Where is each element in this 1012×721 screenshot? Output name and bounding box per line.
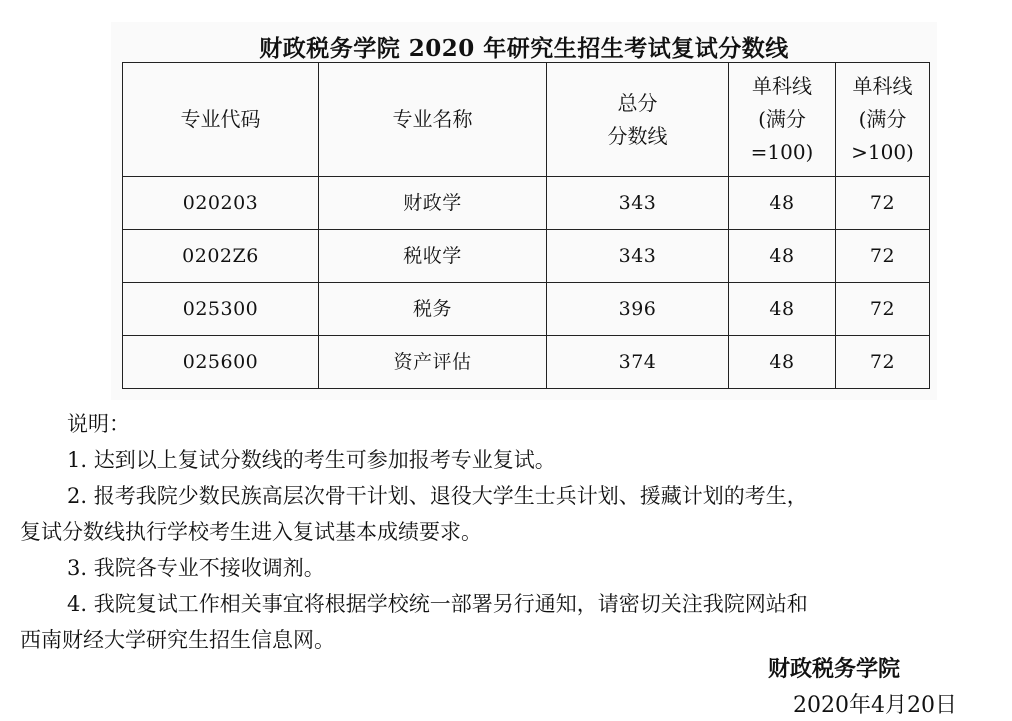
note-item-4-line1: 4. 我院复试工作相关事宜将根据学校统一部署另行通知，请密切关注我院网站和 xyxy=(67,592,808,616)
issuer-signature: 财政税务学院 xyxy=(768,656,901,682)
score-table-panel xyxy=(111,22,937,400)
cell-code: 025600 xyxy=(123,336,319,389)
cell-total: 343 xyxy=(547,177,729,230)
cell-name: 税收学 xyxy=(319,230,547,283)
header-single-100-line2: (满分 xyxy=(758,107,806,131)
notes-section xyxy=(0,406,1012,658)
cell-name: 税务 xyxy=(319,283,547,336)
header-single-gt100-line3: >100) xyxy=(851,140,914,164)
header-single-100-line1: 单科线 xyxy=(752,74,812,98)
cell-total: 396 xyxy=(547,283,729,336)
table-row xyxy=(123,336,930,389)
table-header-row xyxy=(123,63,930,177)
cell-name: 财政学 xyxy=(319,177,547,230)
cell-single-100: 48 xyxy=(729,230,836,283)
table-row xyxy=(123,230,930,283)
header-total-line2: 分数线 xyxy=(607,123,668,148)
cell-single-100: 48 xyxy=(729,283,836,336)
header-major-name: 专业名称 xyxy=(319,63,547,177)
cell-single-100: 48 xyxy=(729,177,836,230)
table-row xyxy=(123,283,930,336)
cell-code: 0202Z6 xyxy=(123,230,319,283)
note-item-1: 1. 达到以上复试分数线的考生可参加报考专业复试。 xyxy=(67,448,556,472)
cell-single-gt100: 72 xyxy=(836,283,930,336)
cell-single-gt100: 72 xyxy=(836,336,930,389)
header-single-gt100-line1: 单科线 xyxy=(852,74,913,98)
cell-code: 020203 xyxy=(123,177,319,230)
issue-date: 2020年4月20日 xyxy=(793,693,957,718)
note-item-2-line2: 复试分数线执行学校考生进入复试基本成绩要求。 xyxy=(20,520,482,544)
notes-heading: 说明： xyxy=(67,412,130,436)
header-single-subject-100 xyxy=(729,63,836,177)
note-item-4-line2: 西南财经大学研究生招生信息网。 xyxy=(20,628,335,652)
note-item-2-line1: 2. 报考我院少数民族高层次骨干计划、退役大学生士兵计划、援藏计划的考生， xyxy=(67,484,808,508)
header-single-subject-gt100 xyxy=(836,63,930,177)
cell-total: 343 xyxy=(547,230,729,283)
header-total-score xyxy=(547,63,729,177)
header-single-100-line3: =100) xyxy=(750,140,814,164)
cell-single-100: 48 xyxy=(729,336,836,389)
cell-total: 374 xyxy=(547,336,729,389)
header-total-line1: 总分 xyxy=(617,90,658,115)
cell-name: 资产评估 xyxy=(319,336,547,389)
note-item-3: 3. 我院各专业不接收调剂。 xyxy=(67,556,325,580)
cell-single-gt100: 72 xyxy=(836,230,930,283)
cell-code: 025300 xyxy=(123,283,319,336)
document-title: 财政税务学院 2020 年研究生招生考试复试分数线 xyxy=(259,35,789,62)
cell-single-gt100: 72 xyxy=(836,177,930,230)
header-major-code: 专业代码 xyxy=(123,63,319,177)
score-table xyxy=(122,62,930,389)
table-row xyxy=(123,177,930,230)
header-single-gt100-line2: (满分 xyxy=(858,107,907,131)
